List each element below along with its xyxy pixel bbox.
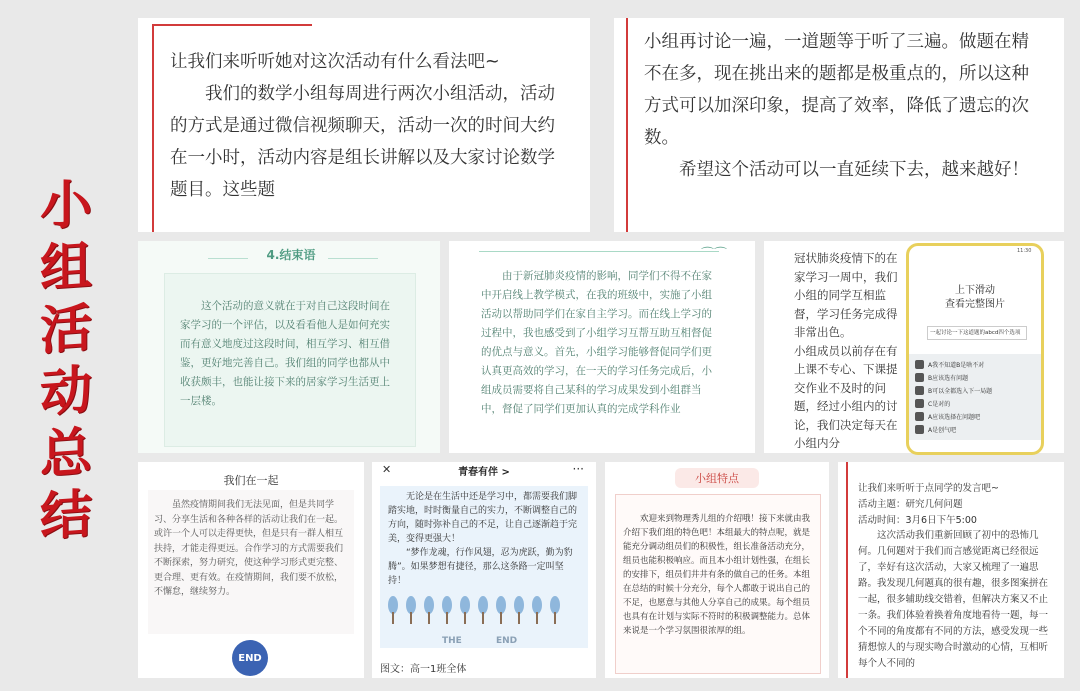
chat-message: [915, 425, 1035, 434]
tree-row: [384, 596, 584, 628]
chat-message: [915, 373, 1035, 382]
panel-online-learning: [449, 241, 755, 453]
geometry-intro: 让我们来听听于点同学的发言吧~: [858, 483, 999, 494]
title-char: 组: [39, 235, 92, 300]
conclusion-heading: 4.结束语: [266, 248, 316, 262]
supervision-text: 冠状肺炎疫情下的在家学习一周中，我们小组的同学互相监督，学习任务完成得非常出色。 小组成员以前存在有上课不专心、下课提交作业不及时的问题，经过小组内的讨论，我们决定每天在小组内分: [794, 251, 898, 450]
together-text: 虽然疫情期间我们无法见面，但是共同学习、分享生活和各种各样的活动让我们在一起。或许一个人可以走得更快，但是只有一群人相互扶持，才能走得更远。合作学习的方式需要我们不断探索，努力研究，使这种学习形式更完整、更合理、更有效。在疫情期间，我们要不放松，不懈怠，继续努力。: [154, 500, 344, 597]
together-heading: 我们在一起: [223, 474, 279, 487]
chat-list: [909, 354, 1041, 440]
avatar: [915, 373, 924, 382]
title-char: 总: [39, 421, 92, 486]
phone-status-time: 11:30: [1017, 248, 1032, 254]
chat-bubble: 一起讨论一下这道题的abcd四个选项: [927, 326, 1027, 340]
chat-message: [915, 360, 1035, 369]
phone-screenshot: [906, 243, 1044, 455]
close-icon[interactable]: ✕: [382, 463, 392, 476]
title-char: 活: [39, 297, 92, 362]
features-text: 欢迎来到物理秀儿组的介绍哦！接下来就由我介绍下我们组的特色吧！本组最大的特点呢，就是能充分调动组员们的积极性，组长准备活动充分，组员也能积极响应。而且本小组计划性强，在组长的安排下，组员们井井有条的做自己的任务。本组在总结的时候十分充分，每个人都敢于说出自己的不足，也愿意与其他人分享自己的成果。每个组员也具有在计划与实际不符时的积极调整能力。总体来说是一个学习氛围很浓厚的组。: [623, 514, 811, 636]
page-title: [36, 175, 96, 547]
chat-message: [915, 412, 1035, 421]
title-char: 小: [39, 173, 92, 238]
panel-geometry: [838, 462, 1064, 678]
scroll-hint: 上下滑动 查看完整图片: [945, 285, 1005, 310]
panel-intro-text: 让我们来听听她对这次活动有什么看法吧~ 我们的数学小组每周进行两次小组活动，活动的方式是通过微信视频聊天，活动一次的时间大约在一小时，活动内容是组长讲解以及大家讨论数学题目。这些题: [170, 52, 555, 200]
panel-youth-companion: [372, 462, 596, 678]
chat-message-text: A我不知道B是啥不对: [928, 362, 985, 369]
avatar: [915, 386, 924, 395]
online-learning-text: 由于新冠肺炎疫情的影响，同学们不得不在家中开启线上教学模式，在我的班级中，实施了小组活动以帮助同学们在家自主学习。而在线上学习的过程中，我也感受到了小组学习互帮互助互相督促的优点与意义。首先，小组学习能够督促同学们更认真更高效的学习，在一天的学习任务完成后，小组成员需要将自己某科的学习成果发到小组群当中，督促了同学们更加认真的完成学科作业: [481, 270, 712, 415]
panel-review: [614, 18, 1064, 232]
chat-message-text: B可以全都选入下一局题: [928, 388, 993, 395]
chat-message-text: A应该选择在问题吧: [928, 414, 981, 421]
panel-together: [138, 462, 364, 678]
panel-review-text: 小组再讨论一遍，一道题等于听了三遍。做题在精不在多，现在挑出来的题都是极重点的，所以这种方式可以加深印象，提高了效率，降低了遗忘的次数。 希望这个活动可以一直延续下去，越来越好！: [644, 32, 1029, 180]
the-label: THE: [442, 636, 462, 646]
chat-message-text: A是创气吧: [928, 427, 957, 434]
nav-title[interactable]: 青春有伴 >: [458, 467, 510, 478]
chat-message: [915, 399, 1035, 408]
credit: 图文：高一1班全体: [380, 664, 467, 675]
avatar: [915, 399, 924, 408]
features-heading: 小组特点: [675, 468, 759, 488]
chat-message: [915, 386, 1035, 395]
geometry-topic: 活动主题：研究几何问题: [858, 499, 963, 510]
title-char: 结: [39, 483, 92, 548]
bird-icon: ⌒⌒: [701, 247, 728, 262]
avatar: [915, 360, 924, 369]
title-char: 动: [39, 359, 92, 424]
end-label: END: [496, 636, 518, 646]
chat-message-text: B应该选有问题: [928, 375, 969, 382]
panel-intro-speech: [138, 18, 590, 232]
end-badge: END: [232, 640, 268, 676]
more-icon[interactable]: ···: [572, 462, 584, 476]
avatar: [915, 425, 924, 434]
conclusion-text: 这个活动的意义就在于对自己这段时间在家学习的一个评估，以及看看他人是如何充实而有意义地度过这段时间，相互学习、相互借鉴，更好地完善自己。我们组的同学也都从中收获颇丰，也能让接下来的居家学习生活更上一层楼。: [180, 300, 390, 407]
avatar: [915, 412, 924, 421]
panel-group-features: [605, 462, 829, 678]
geometry-time: 活动时间：3月6日下午5:00: [858, 515, 977, 526]
panel-conclusion: [138, 241, 440, 453]
chat-message-text: C是对的: [928, 401, 951, 408]
geometry-text: 这次活动我们重新回顾了初中的恐怖几何。几何题对于我们而言感觉距离已经很远了，幸好有这次活动，大家又梳理了一遍思路。我发现几何题真的很有趣，很多图案拼在一起，很多辅助线交错着，但解决方案又不止一条。我们体验着换着角度地看待一题，每一个不同的角度都有不同的方法，感受发现一些猜想惊人的与现实吻合时激动的心情，互相听每个人不同的: [858, 530, 1049, 669]
youth-text: 无论是在生活中还是学习中，都需要我们脚踏实地，时时衡量自己的实力，不断调整自己的方向，随时弥补自己的不足，让自己逐渐趋于完美，变得更强大！ “梦作龙魂，行作风翅，忍为虎跃，勤为豹腾”。如果梦想有捷径，那么这条路一定叫坚持！: [388, 492, 578, 586]
